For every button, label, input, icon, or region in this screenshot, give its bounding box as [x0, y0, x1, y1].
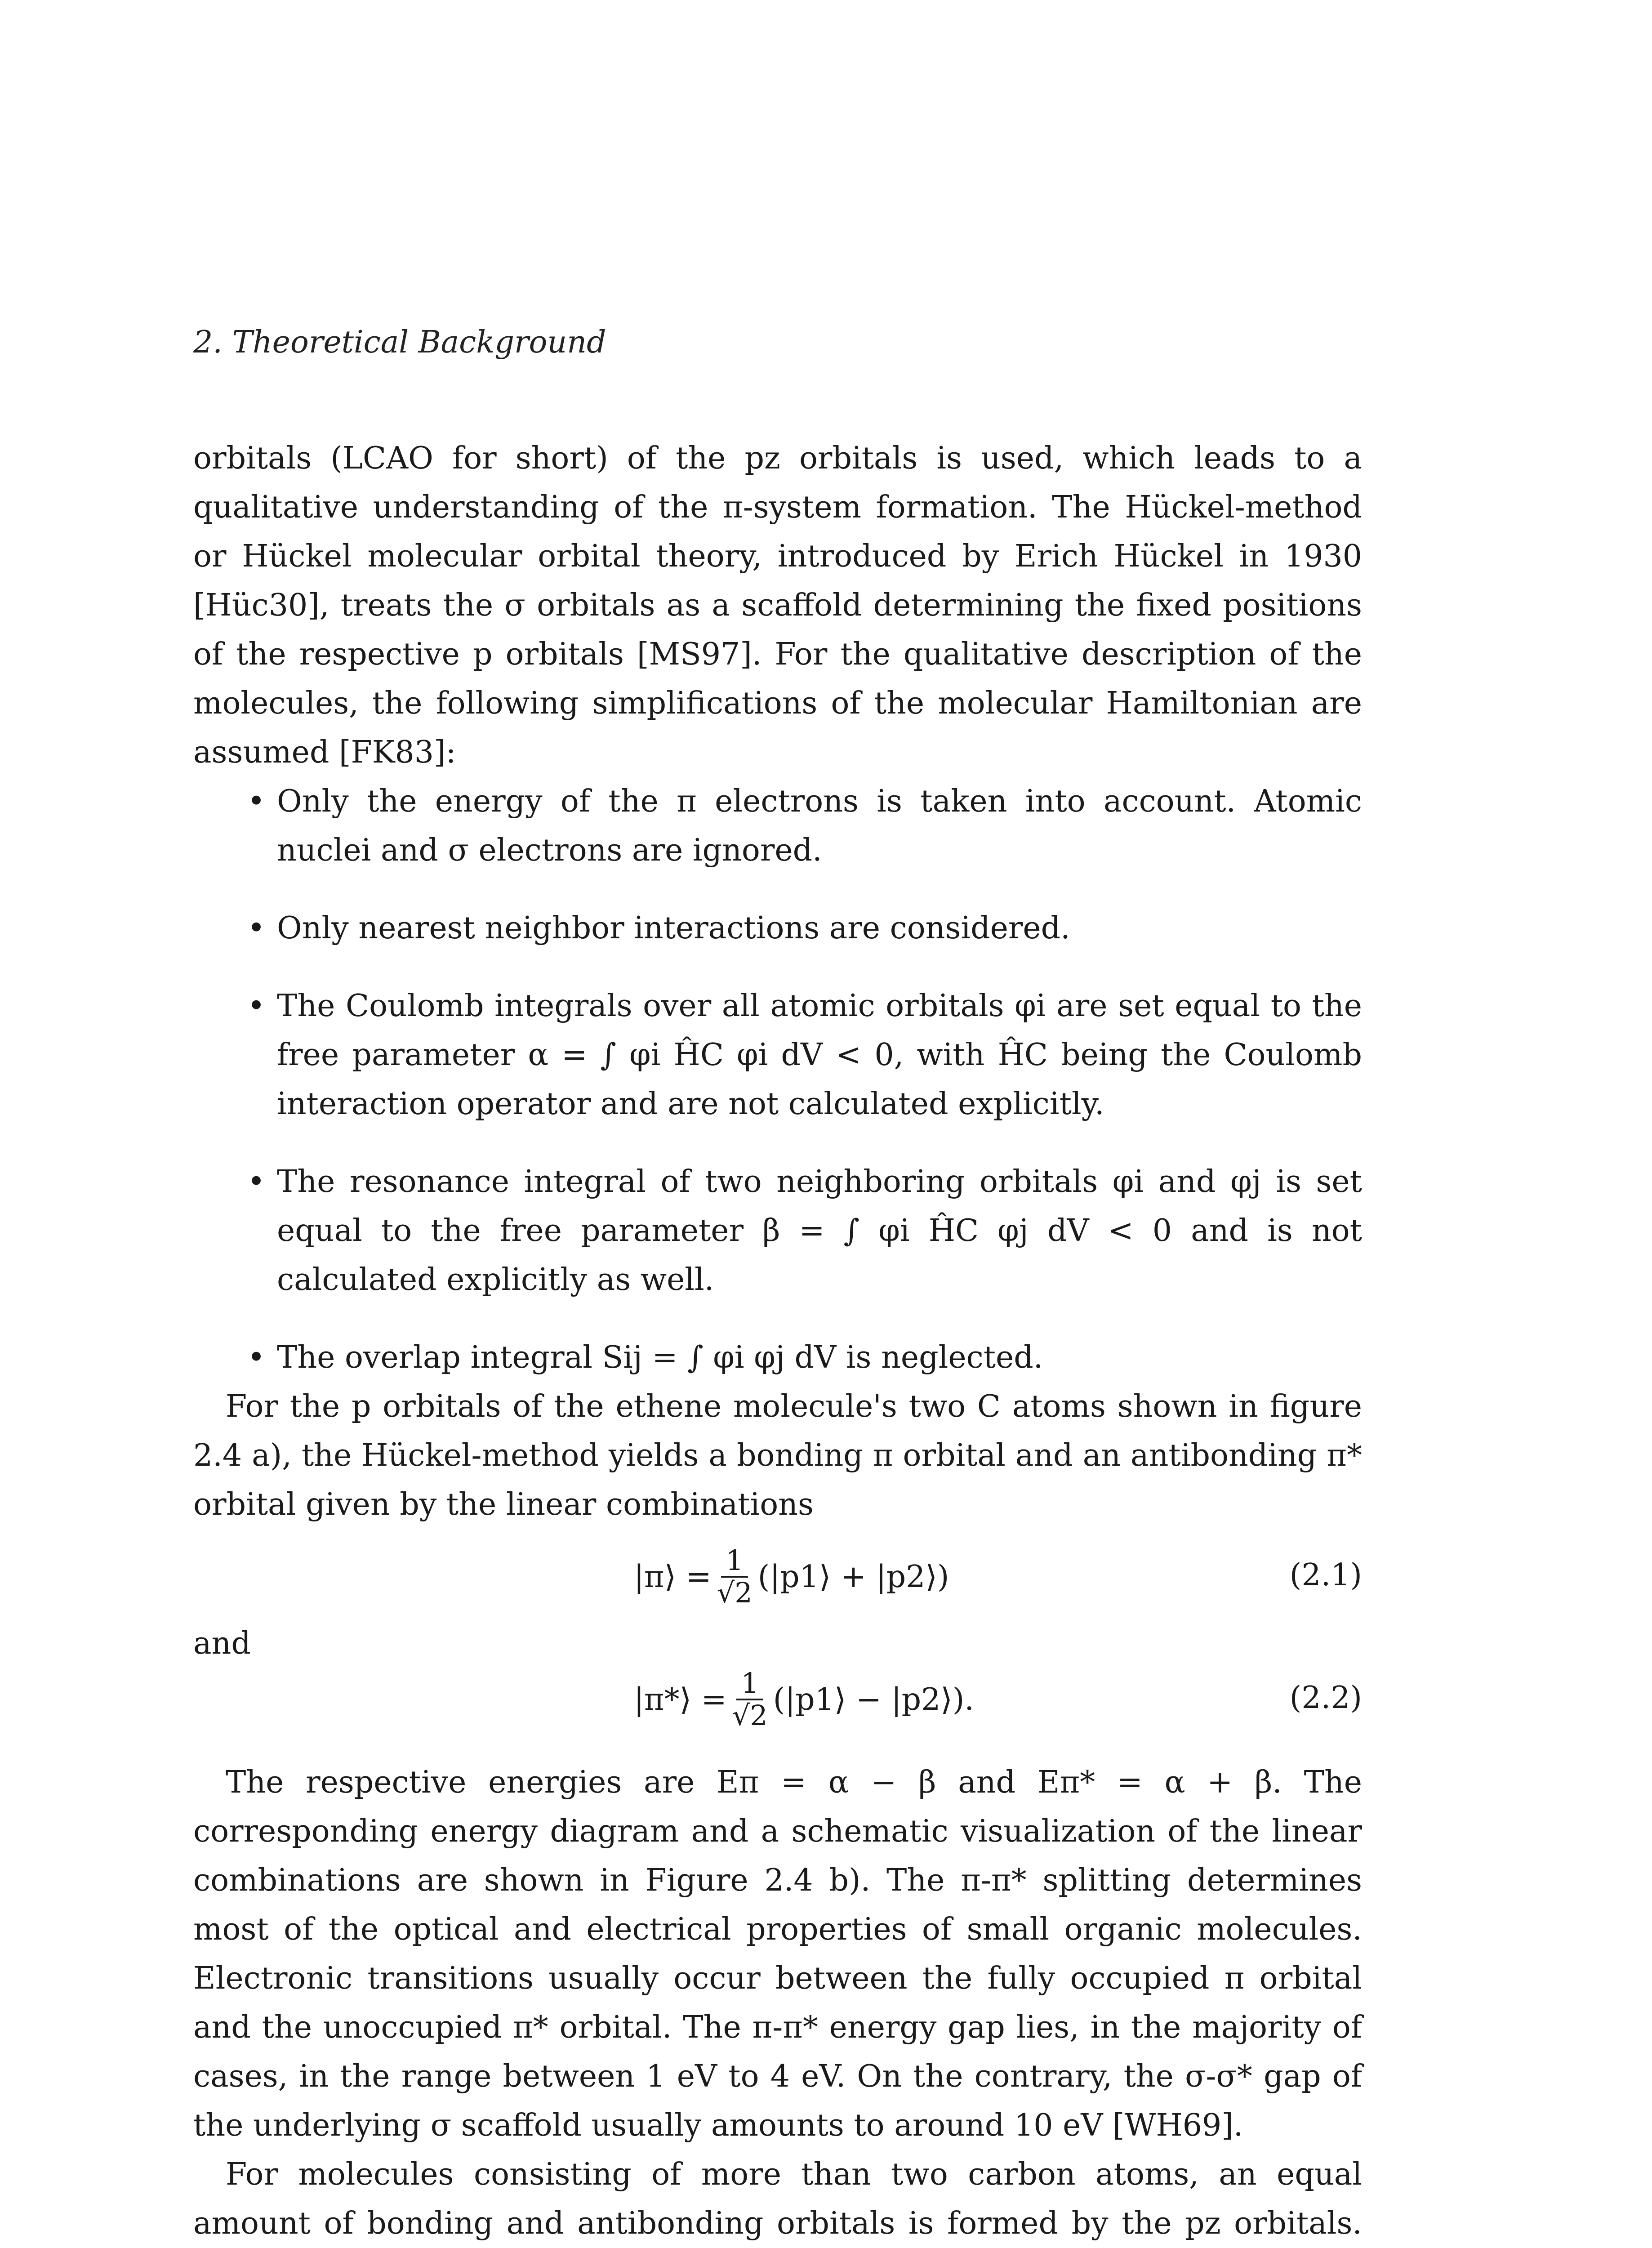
- equation-rhs: (|p1⟩ + |p2⟩): [757, 1559, 949, 1595]
- assumption-list: [193, 777, 1362, 1382]
- equation-number: (2.2): [1289, 1680, 1362, 1716]
- connector-and: and: [193, 1626, 251, 1661]
- fraction-denominator: √2: [732, 1699, 768, 1732]
- equation-body: [634, 1668, 974, 1731]
- fraction-numerator: 1: [736, 1668, 763, 1700]
- list-item: • The overlap integral Sij = ∫ φi φj dV is neglected.: [277, 1333, 1362, 1382]
- fraction-denominator: √2: [717, 1576, 753, 1610]
- list-item: • Only the energy of the π electrons is taken into account. Atomic nuclei and σ electrons are ignored.: [277, 777, 1362, 875]
- equation-number: (2.1): [1289, 1557, 1362, 1593]
- equation-fraction: [732, 1668, 768, 1731]
- body-text: [193, 434, 1362, 2248]
- equation-2-1: [193, 1529, 1362, 1619]
- equation-rhs: (|p1⟩ − |p2⟩).: [773, 1682, 975, 1717]
- list-item: • The resonance integral of two neighboring orbitals φi and φj is set equal to the free parameter β = ∫ φi ĤC φj dV < 0 and is not calculated explicitly as well.: [277, 1157, 1362, 1304]
- equation-lhs: |π*⟩ =: [634, 1682, 727, 1717]
- equation-2-2: [193, 1668, 1362, 1758]
- paragraph-1: orbitals (LCAO for short) of the pz orbitals is used, which leads to a qualitative understanding of the π-system formation. The Hückel-method or Hückel molecular orbital theory, introduced by Erich Hückel in 1930 [Hüc30], treats the σ orbitals as a scaffold determining the fixed positions of the respective p orbitals [MS97]. For the qualitative description of the molecules, the following simplifications of the molecular Hamiltonian are assumed [FK83]:: [193, 441, 1362, 770]
- list-item: • The Coulomb integrals over all atomic orbitals φi are set equal to the free parameter α = ∫ φi ĤC φi dV < 0, with ĤC being the Coulomb interaction operator and are not calculated explicitly.: [277, 981, 1362, 1128]
- paragraph-4: For molecules consisting of more than two carbon atoms, an equal amount of bonding and antibonding orbitals is formed by the pz orbitals.: [193, 2157, 1362, 2241]
- paragraph-2: For the p orbitals of the ethene molecule's two C atoms shown in figure 2.4 a), the Hückel-method yields a bonding π orbital and an antibonding π* orbital given by the linear combinations: [193, 1389, 1362, 1522]
- paragraph-3: The respective energies are Eπ = α − β and Eπ* = α + β. The corresponding energy diagram and a schematic visualization of the linear combinations are shown in Figure 2.4 b). The π-π* splitting determines most of the optical and electrical properties of small organic molecules. Electronic transitions usually occur between the fully occupied π orbital and the unoccupied π* orbital. The π-π* energy gap lies, in the majority of cases, in the range between 1 eV to 4 eV. On the contrary, the σ-σ* gap of the underlying σ scaffold usually amounts to around 10 eV [WH69].: [193, 1765, 1362, 2143]
- running-head: 2. Theoretical Background: [193, 325, 606, 360]
- fraction-numerator: 1: [721, 1545, 748, 1578]
- equation-fraction: [717, 1545, 753, 1608]
- list-item: • Only nearest neighbor interactions are considered.: [277, 904, 1362, 953]
- equation-body: [634, 1545, 949, 1608]
- equation-lhs: |π⟩ =: [634, 1559, 712, 1595]
